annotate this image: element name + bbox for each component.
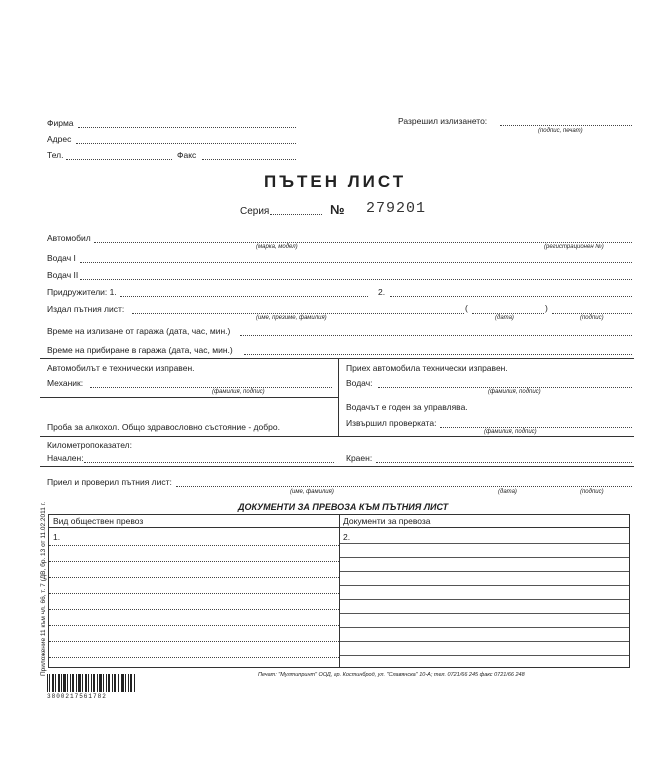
- series-field[interactable]: [270, 214, 322, 215]
- checked-by-hint: (фамилия, подпис): [484, 429, 537, 435]
- col-public-transport: Вид обществен превоз: [53, 516, 144, 526]
- footer-printer: Печат: "Мултипринт" ООД, гр. Костинброд, ул. "Славянска" 10-А; тел. 0721/66 245 факс 0721/66 248: [258, 672, 525, 678]
- address-field[interactable]: [76, 143, 296, 144]
- issued-by-name-field[interactable]: [132, 313, 464, 314]
- leave-garage-field[interactable]: [240, 335, 632, 336]
- end-label: Краен:: [346, 453, 373, 463]
- checked-by-label: Извършил проверката:: [346, 418, 437, 428]
- paren-open: (: [465, 303, 468, 313]
- barcode-icon: [47, 674, 137, 692]
- doc-line: [340, 571, 629, 572]
- driver2-field[interactable]: [80, 279, 632, 280]
- car-make-hint: (марка, модел): [256, 244, 298, 250]
- doc-line[interactable]: [49, 577, 339, 578]
- doc-line[interactable]: [49, 609, 339, 610]
- alcohol-text: Проба за алкохол. Общо здравословно състояние - добро.: [47, 422, 280, 432]
- document-number: 279201: [366, 200, 427, 217]
- permitted-exit-label: Разрешил излизането:: [398, 116, 488, 126]
- permitted-exit-field[interactable]: [500, 125, 632, 126]
- driver2-label: Водач II: [47, 270, 79, 280]
- return-garage-field[interactable]: [244, 354, 632, 355]
- start-field[interactable]: [84, 462, 334, 463]
- driver1-field[interactable]: [80, 262, 632, 263]
- return-garage-label: Време на прибиране в гаража (дата, час, мин.): [47, 345, 233, 355]
- escort2-label: 2.: [378, 287, 386, 297]
- leave-garage-label: Време на излизане от гаража (дата, час, мин.): [47, 326, 231, 336]
- doc-line: [340, 599, 629, 600]
- phone-field[interactable]: [66, 159, 172, 160]
- received-signature-hint: (подпис): [580, 489, 604, 495]
- car-field[interactable]: [94, 242, 632, 243]
- odometer-label: Километропоказател:: [47, 440, 132, 450]
- firm-label: Фирма: [47, 118, 74, 128]
- phone-label: Тел.: [47, 150, 64, 160]
- driver-field[interactable]: [378, 387, 632, 388]
- escort2-field[interactable]: [390, 296, 632, 297]
- doc-line: [340, 543, 629, 544]
- checked-by-field[interactable]: [440, 427, 632, 428]
- received-label: Приел и проверил пътния лист:: [47, 477, 172, 487]
- name-surname-hint: (име, презиме, фамилия): [256, 315, 327, 321]
- fax-field[interactable]: [202, 159, 296, 160]
- firm-field[interactable]: [78, 127, 296, 128]
- divider-received: [40, 466, 634, 467]
- escort1-field[interactable]: [120, 296, 368, 297]
- accepted-car-text: Приех автомобила технически изправен.: [346, 363, 508, 373]
- documents-title: ДОКУМЕНТИ ЗА ПРЕВОЗА КЪМ ПЪТНИЯ ЛИСТ: [238, 502, 449, 512]
- doc-line: [340, 613, 629, 614]
- doc-line: [340, 655, 629, 656]
- doc-line: [340, 641, 629, 642]
- signature-hint: (подпис): [580, 315, 604, 321]
- documents-col-divider: [339, 515, 340, 667]
- mechanic-label: Механик:: [47, 378, 84, 388]
- date-hint: (дата): [495, 315, 514, 321]
- col-transport-docs: Документи за превоза: [343, 516, 431, 526]
- row1-left: 1.: [53, 532, 61, 542]
- documents-header-line: [49, 527, 629, 528]
- car-ok-text: Автомобилът е технически изправен.: [47, 363, 195, 373]
- end-field[interactable]: [376, 462, 632, 463]
- doc-line[interactable]: [49, 625, 339, 626]
- number-sign: №: [330, 202, 345, 217]
- driver1-label: Водач I: [47, 253, 76, 263]
- doc-line[interactable]: [49, 545, 339, 546]
- received-date-hint: (дата): [498, 489, 517, 495]
- doc-line: [340, 585, 629, 586]
- row1-right: 2.: [343, 532, 351, 542]
- series-label: Серия: [240, 206, 270, 217]
- issued-by-signature-field[interactable]: [552, 313, 632, 314]
- divider-odometer: [40, 436, 634, 437]
- car-label: Автомобил: [47, 233, 91, 243]
- barcode-number: 3800217561782: [47, 693, 107, 700]
- doc-line[interactable]: [49, 561, 339, 562]
- doc-line[interactable]: [49, 593, 339, 594]
- mechanic-field[interactable]: [90, 387, 332, 388]
- fit-to-drive-text: Водачът е годен за управлява.: [346, 402, 468, 412]
- side-legal-note: Приложение 11 към чл. 66, т. 7 (ДВ, бр. 13 от 11.02.2011 г.: [40, 501, 47, 676]
- reg-no-hint: (регистрационен №): [544, 244, 604, 250]
- fax-label: Факс: [177, 150, 197, 160]
- paren-close: ): [545, 303, 548, 313]
- driver-label: Водач:: [346, 378, 373, 388]
- document-title: ПЪТЕН ЛИСТ: [264, 172, 407, 191]
- issued-by-date-field[interactable]: [472, 313, 544, 314]
- doc-line: [340, 557, 629, 558]
- signature-stamp-hint: (подпис, печат): [538, 128, 583, 134]
- doc-line[interactable]: [49, 641, 339, 642]
- divider-vertical: [338, 358, 339, 436]
- divider-left-mid: [40, 397, 338, 398]
- doc-line: [340, 627, 629, 628]
- issued-by-label: Издал пътния лист:: [47, 304, 125, 314]
- start-label: Начален:: [47, 453, 84, 463]
- documents-table: [48, 514, 630, 668]
- received-name-hint: (име, фамилия): [290, 489, 334, 495]
- mechanic-hint: (фамилия, подпис): [212, 389, 265, 395]
- received-field[interactable]: [176, 486, 632, 487]
- escorts-label: Придружители: 1.: [47, 287, 117, 297]
- doc-line[interactable]: [49, 657, 339, 658]
- address-label: Адрес: [47, 134, 72, 144]
- driver-hint: (фамилия, подпис): [488, 389, 541, 395]
- divider-top: [40, 358, 634, 359]
